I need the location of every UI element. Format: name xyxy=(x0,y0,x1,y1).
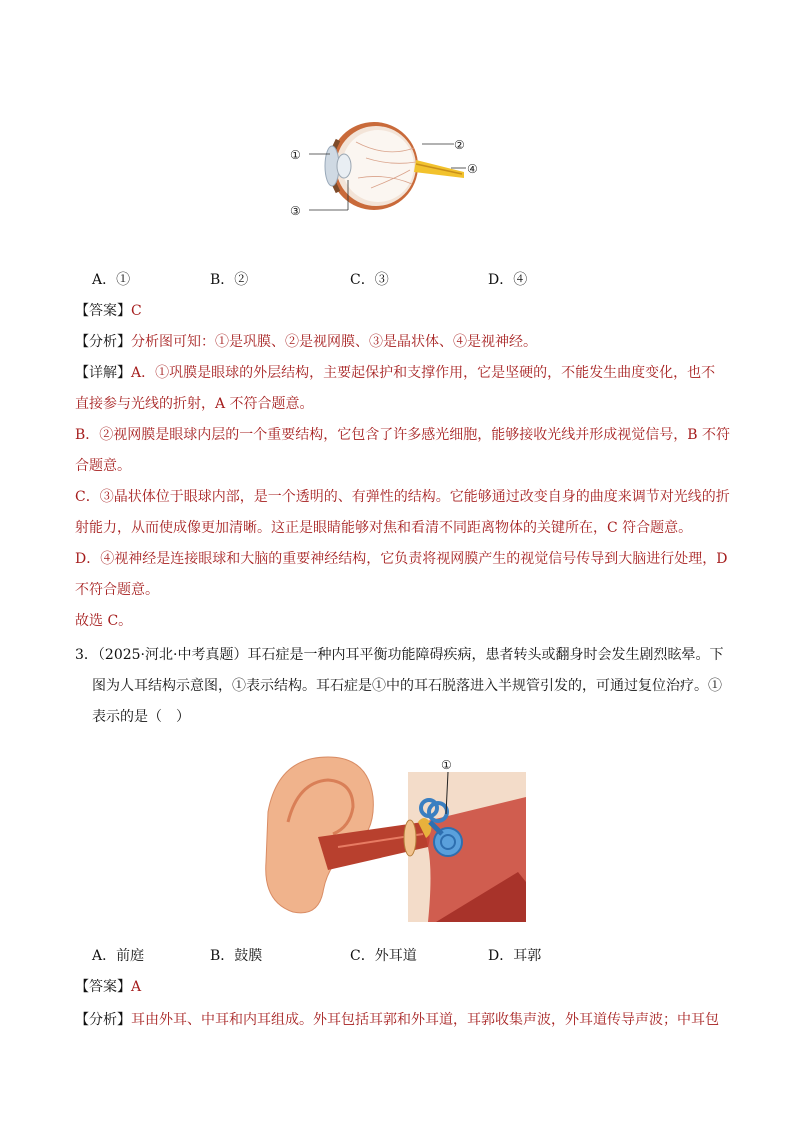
eye-structure-diagram xyxy=(286,118,496,223)
detail-line: 直接参与光线的折射，A 不符合题意。 xyxy=(75,396,314,412)
option-a[interactable]: A．前庭 xyxy=(92,948,145,964)
conclusion-line: 故选 C。 xyxy=(75,613,133,629)
option-d[interactable]: D．耳郭 xyxy=(488,948,542,964)
ear-label-1: ① xyxy=(441,758,452,772)
eye-label-2: ② xyxy=(454,138,465,152)
answer-value: C xyxy=(131,303,142,319)
eye-label-4: ④ xyxy=(467,162,478,176)
detail-line: 不符合题意。 xyxy=(75,582,159,598)
option-a[interactable]: A．① xyxy=(92,272,131,288)
option-d[interactable]: D．④ xyxy=(488,272,528,288)
option-b[interactable]: B．鼓膜 xyxy=(210,948,263,964)
question-number: 3． xyxy=(75,647,98,663)
analysis-line: 【分析】耳由外耳、中耳和内耳组成。外耳包括耳郭和外耳道，耳郭收集声波，外耳道传导声波；中耳包 xyxy=(75,1012,719,1028)
question-stem: 表示的是（ ） xyxy=(92,709,190,725)
detail-line: B．②视网膜是眼球内层的一个重要结构，它包含了许多感光细胞，能够接收光线并形成视觉信号，B 不符 xyxy=(75,427,731,443)
detail-line: 【详解】A．①巩膜是眼球的外层结构，主要起保护和支撑作用，它是坚硬的，不能发生曲度变化，也不 xyxy=(75,365,716,381)
question-stem: 图为人耳结构示意图，①表示结构。耳石症是①中的耳石脱落进入半规管引发的，可通过复位治疗。① xyxy=(92,678,722,694)
option-c[interactable]: C．外耳道 xyxy=(350,948,417,964)
answer-line: 【答案】C xyxy=(75,303,142,319)
eye-label-1: ① xyxy=(290,148,301,162)
detail-line: C．③晶状体位于眼球内部，是一个透明的、有弹性的结构。它能够通过改变自身的曲度来调节对光线的折 xyxy=(75,489,730,505)
ear-structure-diagram xyxy=(258,752,528,924)
answer-line: 【答案】A xyxy=(75,979,142,995)
option-b[interactable]: B．② xyxy=(210,272,249,288)
question-stem: 3．（2025·河北·中考真题）耳石症是一种内耳平衡功能障碍疾病，患者转头或翻身时会发生剧烈眩晕。下 xyxy=(75,647,724,663)
analysis-line: 【分析】分析图可知：①是巩膜、②是视网膜、③是晶状体、④是视神经。 xyxy=(75,334,537,350)
detail-line: 合题意。 xyxy=(75,458,131,474)
detail-line: D．④视神经是连接眼球和大脑的重要神经结构，它负责将视网膜产生的视觉信号传导到大脑进行处理，D xyxy=(75,551,728,567)
answer-value: A xyxy=(131,979,142,995)
eye-label-3: ③ xyxy=(290,204,301,218)
option-c[interactable]: C．③ xyxy=(350,272,389,288)
detail-line: 射能力，从而使成像更加清晰。这正是眼睛能够对焦和看清不同距离物体的关键所在，C 符合题意。 xyxy=(75,520,693,536)
